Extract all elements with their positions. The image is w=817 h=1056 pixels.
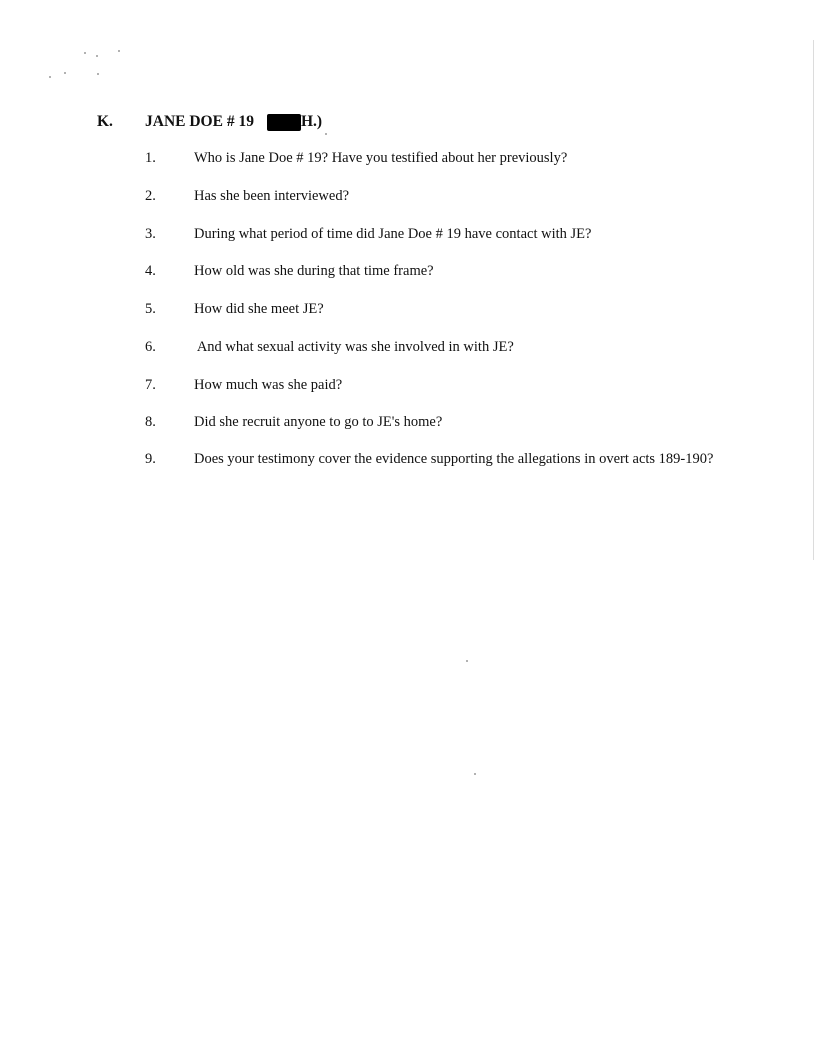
scan-speck xyxy=(97,73,99,75)
question-text: How much was she paid? xyxy=(194,377,343,393)
section-name-suffix: H.) xyxy=(301,113,323,130)
scan-speck xyxy=(96,55,98,57)
scan-speck xyxy=(64,72,66,74)
question-number: 4. xyxy=(145,263,156,279)
question-number: 6. xyxy=(145,339,156,355)
question-number: 5. xyxy=(145,301,156,317)
scan-speck xyxy=(325,133,327,135)
scan-speck xyxy=(49,76,51,78)
question-number: 8. xyxy=(145,414,156,430)
scan-speck xyxy=(474,773,476,775)
question-number: 9. xyxy=(145,451,156,467)
section-title: JANE DOE # 19 xyxy=(145,113,254,130)
question-number: 7. xyxy=(145,377,156,393)
question-text: And what sexual activity was she involved in with JE? xyxy=(194,339,514,355)
question-number: 2. xyxy=(145,188,156,204)
scan-speck xyxy=(118,50,120,52)
scan-speck xyxy=(466,660,468,662)
question-text: Has she been interviewed? xyxy=(194,188,350,204)
question-text: Did she recruit anyone to go to JE's home? xyxy=(194,414,443,430)
question-number: 3. xyxy=(145,226,156,242)
section-letter: K. xyxy=(97,113,113,130)
redaction-block xyxy=(267,114,301,131)
question-text: How did she meet JE? xyxy=(194,301,324,317)
question-text: Does your testimony cover the evidence supporting the allegations in overt acts 189-190? xyxy=(194,451,714,467)
scan-speck xyxy=(84,52,86,54)
question-number: 1. xyxy=(145,150,156,166)
question-text: Who is Jane Doe # 19? Have you testified about her previously? xyxy=(194,150,568,166)
scan-edge-line xyxy=(813,40,814,560)
question-text: During what period of time did Jane Doe # 19 have contact with JE? xyxy=(194,226,592,242)
question-text: How old was she during that time frame? xyxy=(194,263,434,279)
